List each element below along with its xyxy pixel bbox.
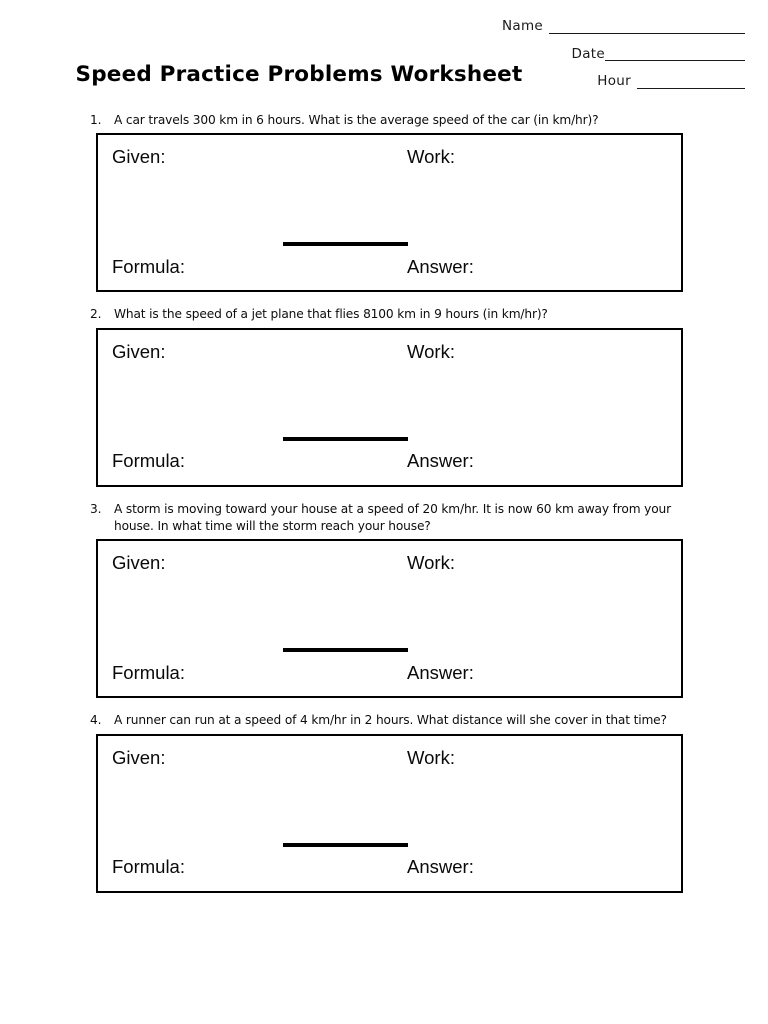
work-label: Work: <box>407 340 455 362</box>
formula-label: Formula: <box>112 661 185 683</box>
formula-label: Formula: <box>112 255 185 277</box>
formula-label: Formula: <box>112 450 185 472</box>
name-write-line[interactable] <box>549 21 745 34</box>
question-number: 4. <box>90 713 102 728</box>
problem-list <box>0 112 768 907</box>
answer-box[interactable] <box>96 734 683 893</box>
date-label: Date <box>571 45 605 62</box>
question-text-row <box>0 306 768 323</box>
given-label: Given: <box>112 746 166 768</box>
question-text-row <box>0 112 768 129</box>
fraction-bar <box>283 242 408 246</box>
answer-label: Answer: <box>407 856 474 878</box>
question-number: 3. <box>90 501 102 516</box>
date-field-row <box>445 45 745 62</box>
question-text-row <box>0 712 768 729</box>
fraction-bar <box>283 843 408 847</box>
question-text: A runner can run at a speed of 4 km/hr in 2 hours. What distance will she cover in that time? <box>114 713 667 728</box>
name-field-row <box>445 20 745 34</box>
name-label: Name <box>501 18 543 34</box>
work-label: Work: <box>407 746 455 768</box>
given-label: Given: <box>112 340 166 362</box>
answer-label: Answer: <box>407 255 474 277</box>
problem-3 <box>0 501 768 699</box>
answer-box[interactable] <box>96 539 683 698</box>
question-text: A storm is moving toward your house at a speed of 20 km/hr. It is now 60 km away from your house. In what time will the storm reach your house? <box>114 501 671 533</box>
answer-box[interactable] <box>96 328 683 487</box>
answer-label: Answer: <box>407 450 474 472</box>
date-write-line[interactable] <box>605 48 745 61</box>
problem-1 <box>0 112 768 292</box>
question-text: A car travels 300 km in 6 hours. What is the average speed of the car (in km/hr)? <box>114 113 599 127</box>
problem-2 <box>0 306 768 486</box>
page-title: Speed Practice Problems Worksheet <box>75 62 523 87</box>
formula-label: Formula: <box>112 856 185 878</box>
work-label: Work: <box>407 146 455 168</box>
hour-label: Hour <box>597 73 631 89</box>
question-text-row <box>0 501 768 536</box>
question-number: 1. <box>90 113 102 127</box>
question-number: 2. <box>90 307 102 322</box>
fraction-bar <box>283 648 408 652</box>
given-label: Given: <box>112 146 166 168</box>
work-label: Work: <box>407 552 455 574</box>
answer-box[interactable] <box>96 133 683 292</box>
problem-4 <box>0 712 768 892</box>
given-label: Given: <box>112 552 166 574</box>
question-text: What is the speed of a jet plane that flies 8100 km in 9 hours (in km/hr)? <box>114 307 548 322</box>
fraction-bar <box>283 437 408 441</box>
answer-label: Answer: <box>407 661 474 683</box>
